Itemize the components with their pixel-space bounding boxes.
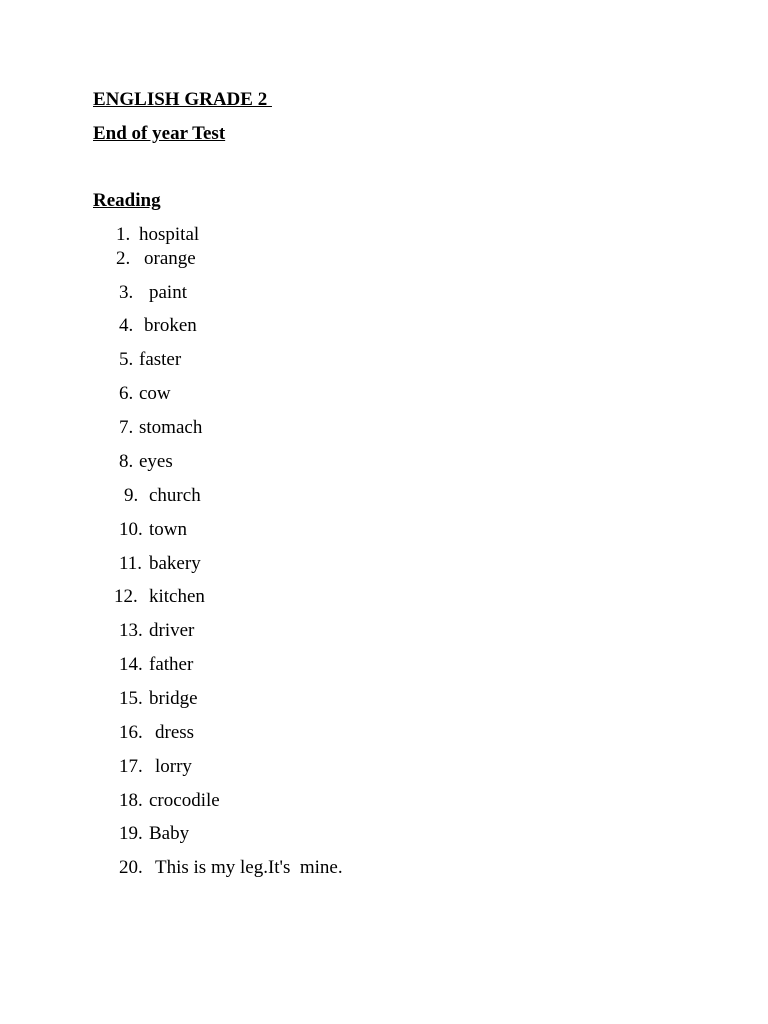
- list-item-text: town: [149, 519, 187, 540]
- list-item: [124, 485, 201, 507]
- list-item-number: 4.: [119, 315, 134, 336]
- list-item-number: 10.: [119, 519, 143, 540]
- section-heading-reading: Reading: [93, 190, 161, 211]
- list-item-number: 8.: [119, 451, 134, 472]
- list-item-number: 7.: [119, 417, 134, 438]
- list-item-text: orange: [144, 248, 196, 269]
- list-item: [119, 790, 220, 812]
- list-item: [119, 451, 173, 473]
- list-item: [119, 654, 193, 676]
- list-item-text: church: [149, 485, 201, 506]
- list-item-number: 18.: [119, 790, 143, 811]
- list-item-number: 15.: [119, 688, 143, 709]
- list-item-number: 13.: [119, 620, 143, 641]
- list-item-number: 19.: [119, 823, 143, 844]
- list-item: [119, 519, 187, 541]
- list-item-text: hospital: [139, 224, 200, 245]
- list-item-number: 3.: [119, 282, 134, 303]
- list-item-number: 6.: [119, 383, 134, 404]
- list-item-text: faster: [139, 349, 182, 370]
- list-item: [119, 383, 171, 405]
- list-item-number: 11.: [119, 553, 143, 574]
- list-item-text: bakery: [149, 553, 201, 574]
- list-item-number: 16.: [119, 722, 143, 743]
- list-item: [119, 417, 202, 439]
- list-item-text: dress: [155, 722, 195, 743]
- list-item: [119, 688, 198, 710]
- list-item-number: 5.: [119, 349, 134, 370]
- document-title: ENGLISH GRADE 2: [93, 89, 272, 110]
- list-item-number: 2.: [116, 248, 131, 269]
- list-item: [119, 315, 197, 337]
- list-item: [119, 756, 192, 778]
- list-item-text: crocodile: [149, 790, 220, 811]
- list-item-text: bridge: [149, 688, 198, 709]
- list-item-text: stomach: [139, 417, 203, 438]
- list-item-number: 9.: [124, 485, 139, 506]
- list-item-number: 14.: [119, 654, 143, 675]
- list-item-text: Baby: [149, 823, 190, 844]
- list-item-number: 12.: [114, 586, 138, 607]
- list-item-number: 20.: [119, 857, 143, 878]
- list-item-text: kitchen: [149, 586, 205, 607]
- document-subtitle: End of year Test: [93, 123, 226, 144]
- list-item-text: broken: [144, 315, 197, 336]
- list-item-text: paint: [149, 282, 187, 303]
- list-item: [114, 586, 205, 608]
- list-item-text: lorry: [155, 756, 192, 777]
- list-item-number: 1.: [116, 224, 131, 245]
- list-item: [119, 553, 201, 575]
- list-item-text: father: [149, 654, 194, 675]
- list-item-text: This is my leg.It's mine.: [155, 857, 343, 878]
- list-item: [119, 282, 187, 304]
- list-item: [119, 722, 194, 744]
- list-item: [119, 823, 189, 845]
- list-item: [116, 248, 196, 270]
- list-item-text: eyes: [139, 451, 173, 472]
- list-item: [116, 224, 199, 246]
- list-item-text: driver: [149, 620, 195, 641]
- list-item: [119, 857, 343, 879]
- list-item-text: cow: [139, 383, 171, 404]
- list-item: [119, 349, 181, 371]
- list-item-number: 17.: [119, 756, 143, 777]
- list-item: [119, 620, 194, 642]
